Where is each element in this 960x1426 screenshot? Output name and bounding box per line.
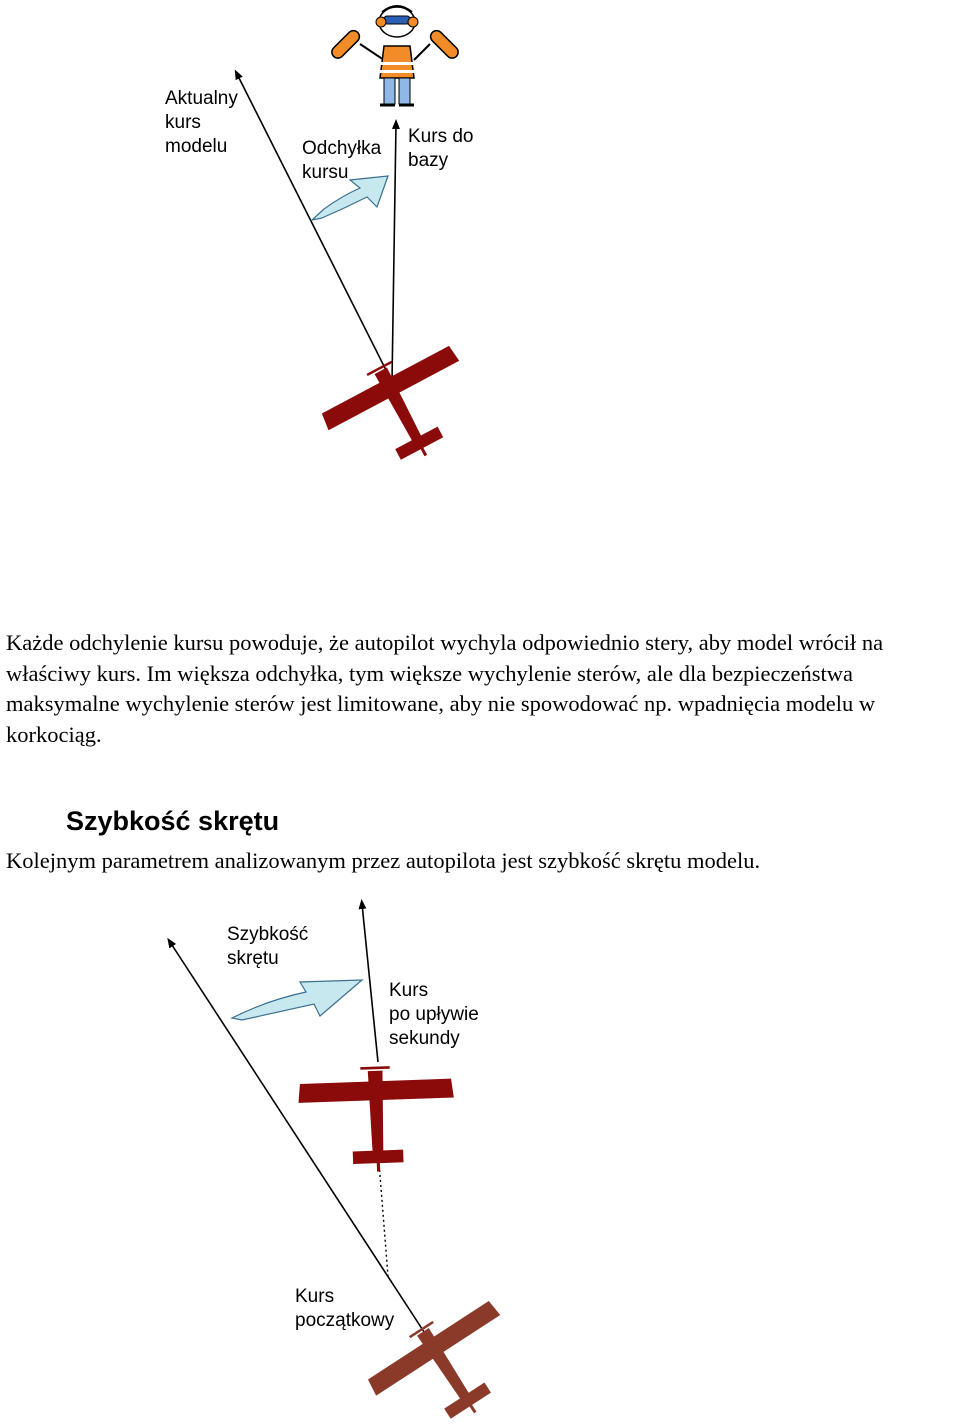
label-initial-course: Kurs początkowy bbox=[295, 1286, 395, 1331]
course-to-base-arrow bbox=[392, 124, 396, 382]
label-deviation: Odchyłka kursu bbox=[302, 138, 382, 183]
label-turn-rate: Szybkość skrętu bbox=[227, 924, 309, 969]
label-course-after: Kurs po upływie sekundy bbox=[389, 980, 479, 1049]
course-after-arrow bbox=[362, 904, 378, 1062]
body-paragraph-turn-rate: Kolejnym parametrem analizowanym przez autopilota jest szybkość skrętu modelu. bbox=[6, 848, 761, 873]
airplane-after bbox=[297, 1064, 456, 1174]
body-paragraph-deviation: Każde odchylenie kursu powoduje, że autopilot wychyla odpowiednio stery, aby model wrócił na właściwy kurs. Im większa odchyłka, tym większe wychylenie sterów, ale dla bezpieczeństwa maksymalne wychylenie sterów jest limitowane, aby nie spowodować np. wpadnięcia modelu w korkociąg. bbox=[6, 630, 884, 747]
actual-course-arrow bbox=[237, 74, 392, 382]
label-course-to-base: Kurs do bazy bbox=[408, 126, 474, 171]
section-heading: Szybkość skrętu bbox=[66, 806, 280, 836]
ground-crew-figure bbox=[329, 6, 460, 105]
label-actual-course: Aktualny kurs modelu bbox=[165, 88, 238, 157]
airplane-current bbox=[314, 333, 492, 491]
turn-rate-arrow bbox=[232, 980, 362, 1020]
